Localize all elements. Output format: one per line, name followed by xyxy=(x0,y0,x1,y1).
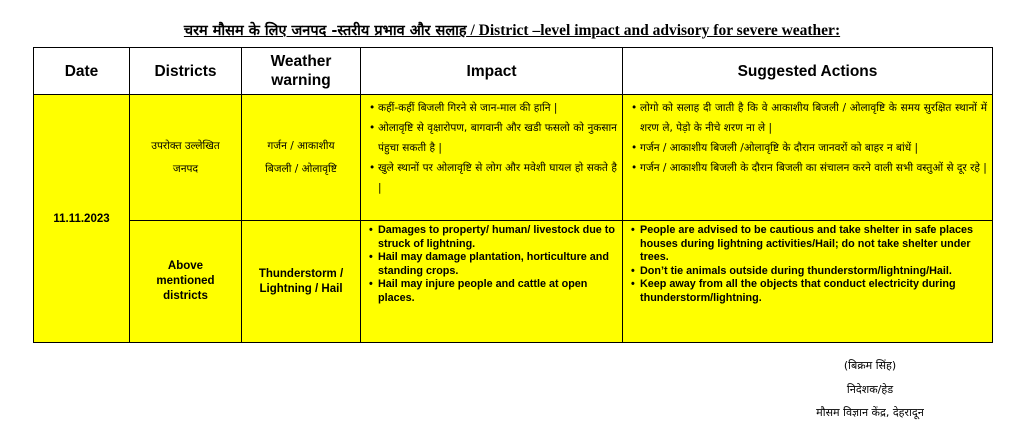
actions-cell-english xyxy=(623,221,993,343)
action-english-item: • Keep away from all the objects that conduct electricity during thunderstorm/lightning. xyxy=(631,278,987,305)
impact-english-item: • Damages to property/ human/ livestock due to struck of lightning. xyxy=(369,224,617,251)
districts-hindi-line1: उपरोक्त उल्लेखित xyxy=(151,139,220,152)
actions-cell-hindi xyxy=(623,95,993,221)
header-warning-line1: Weather xyxy=(270,53,332,70)
header-districts: Districts xyxy=(130,48,242,95)
districts-english-line1: Above xyxy=(167,260,204,272)
impact-cell-hindi xyxy=(361,95,623,221)
impact-hindi-item: • खुले स्थानों पर ओलावृष्टि से लोग और मवेशी घायल हो सकते है | xyxy=(369,158,617,198)
header-warning-line2: warning xyxy=(271,72,331,89)
warning-hindi-line1: गर्जन / आकाशीय xyxy=(267,139,335,152)
title-hindi: चरम मौसम के लिए जनपद -स्तरीय प्रभाव और सलाह xyxy=(183,22,467,39)
warning-cell-english xyxy=(242,221,361,343)
districts-cell-hindi xyxy=(130,95,242,221)
districts-cell-english xyxy=(130,221,242,343)
districts-english-line3: districts xyxy=(163,290,208,302)
page-title xyxy=(0,20,1024,40)
warning-english-line2: Lightning / Hail xyxy=(259,282,343,295)
impact-english-item: • Hail may damage plantation, horticulture and standing crops. xyxy=(369,251,617,278)
warning-hindi-line2: बिजली / ओलावृष्टि xyxy=(265,162,337,175)
date-cell: 11.11.2023 xyxy=(34,95,130,343)
table-row-hindi xyxy=(34,95,993,221)
action-hindi-item: • गर्जन / आकाशीय बिजली के दौरान बिजली का संचालन करने वाली सभी वस्तुओं से दूर रहे | xyxy=(631,158,987,178)
advisory-table xyxy=(33,47,993,343)
action-english-item: • People are advised to be cautious and take shelter in safe places houses during lightning activities/Hail; do not take shelter under trees. xyxy=(631,224,987,265)
impact-english-item: • Hail may injure people and cattle at open places. xyxy=(369,278,617,305)
header-weather-warning xyxy=(242,48,361,95)
action-hindi-item: • लोगो को सलाह दी जाती है कि वे आकाशीय बिजली / ओलावृष्टि के समय सुरक्षित स्थानों में शरण ले, पेड़ो के नीचे शरण ना ले | xyxy=(631,98,987,138)
signature-designation: निदेशक/हेड xyxy=(846,383,894,396)
impact-hindi-item: • ओलावृष्टि से वृक्षारोपण, बागवानी और खडी फसलो को नुकसान पंहुचा सकती है | xyxy=(369,118,617,158)
warning-cell-hindi xyxy=(242,95,361,221)
action-hindi-item: • गर्जन / आकाशीय बिजली /ओलावृष्टि के दौरान जानवरों को बाहर न बांधें | xyxy=(631,138,987,158)
districts-hindi-line2: जनपद xyxy=(172,162,199,175)
impact-hindi-item: • कहीं-कहीं बिजली गिरने से जान-माल की हानि | xyxy=(369,98,617,118)
signature-office: मौसम विज्ञान केंद्र, देहरादून xyxy=(816,406,924,419)
districts-english-line2: mentioned xyxy=(156,275,215,287)
header-impact: Impact xyxy=(361,48,623,95)
header-suggested-actions: Suggested Actions xyxy=(623,48,993,95)
impact-cell-english xyxy=(361,221,623,343)
header-date: Date xyxy=(34,48,130,95)
header-row xyxy=(34,48,993,95)
title-english: / District –level impact and advisory for severe weather: xyxy=(466,22,841,39)
signature-name: (बिक्रम सिंह) xyxy=(843,359,897,372)
table-row-english xyxy=(34,221,993,343)
warning-english-line1: Thunderstorm / xyxy=(258,267,344,280)
action-english-item: • Don’t tie animals outside during thunderstorm/lightning/Hail. xyxy=(631,265,987,279)
